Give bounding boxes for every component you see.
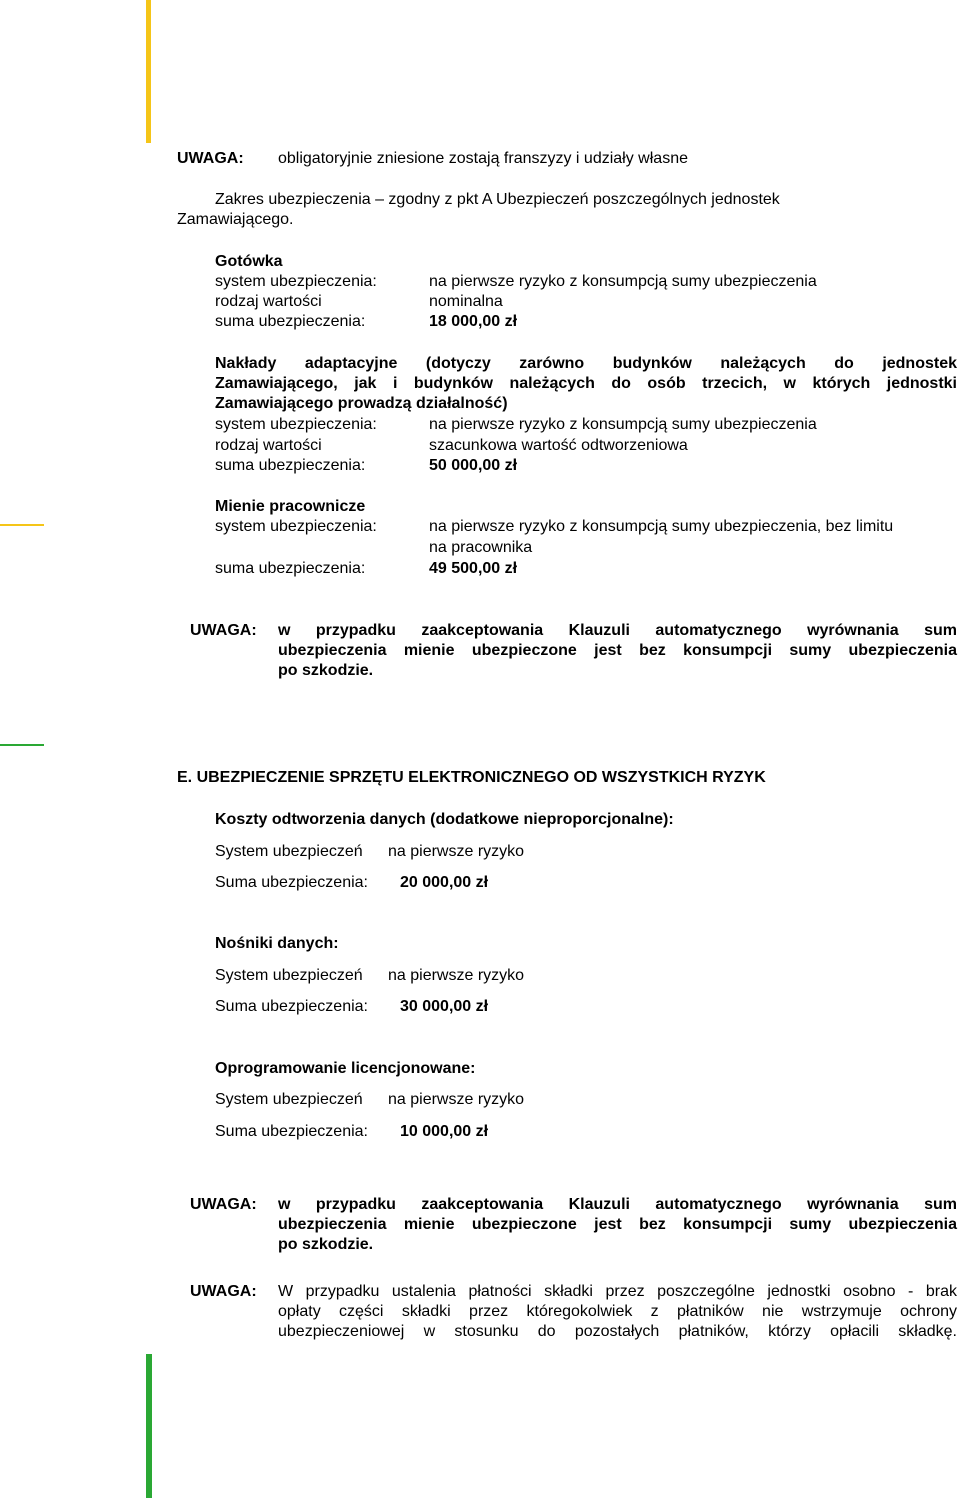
cash-sum-label: suma ubezpieczenia: <box>215 313 366 330</box>
employee-system-label: system ubezpieczenia: <box>215 518 377 535</box>
e-item1-title: Koszty odtworzenia danych (dodatkowe nieproporcjonalne): <box>215 811 674 828</box>
employee-system-value-line2: na pracownika <box>429 539 533 556</box>
e-item2-system-value: na pierwsze ryzyko <box>388 967 525 984</box>
e-item3-system-value: na pierwsze ryzyko <box>388 1091 525 1108</box>
cash-system-label: system ubezpieczenia: <box>215 273 377 290</box>
note3-line3: po szkodzie. <box>278 1236 374 1253</box>
e-item2-sum-label: Suma ubezpieczenia: <box>215 998 368 1015</box>
note2-label: UWAGA: <box>190 622 257 639</box>
cash-title: Gotówka <box>215 253 283 270</box>
adapt-value-type-value: szacunkowa wartość odtworzeniowa <box>429 437 688 454</box>
employee-sum-label: suma ubezpieczenia: <box>215 560 366 577</box>
adapt-sum-label: suma ubezpieczenia: <box>215 457 366 474</box>
note4-line1: W przypadku ustalenia płatności składki przez poszczególne jednostki osobno - brak <box>278 1283 957 1300</box>
scope-line2: Zamawiającego. <box>177 211 294 228</box>
e-item2-system-label: System ubezpieczeń <box>215 967 363 984</box>
e-item3-sum-label: Suma ubezpieczenia: <box>215 1123 368 1140</box>
e-item2-title: Nośniki danych: <box>215 935 339 952</box>
section-e-heading: E. UBEZPIECZENIE SPRZĘTU ELEKTRONICZNEGO OD WSZYSTKICH RYZYK <box>177 769 766 786</box>
note4-line3: ubezpieczeniowej w stosunku do pozostałych płatników, którzy opłacili składkę. <box>278 1323 957 1340</box>
note4-label: UWAGA: <box>190 1283 257 1300</box>
adapt-sum-value: 50 000,00 zł <box>429 457 518 474</box>
note4-line2: opłaty części składki przez któregokolwiek z płatników nie wstrzymuje ochrony <box>278 1303 957 1320</box>
e-item1-system-value: na pierwsze ryzyko <box>388 843 525 860</box>
e-item1-system-label: System ubezpieczeń <box>215 843 363 860</box>
employee-title: Mienie pracownicze <box>215 498 366 515</box>
cash-value-type-value: nominalna <box>429 293 503 310</box>
e-item1-sum-label: Suma ubezpieczenia: <box>215 874 368 891</box>
green-margin-bar <box>146 1354 152 1498</box>
yellow-margin-bar <box>146 0 151 143</box>
note3-line1: w przypadku zaakceptowania Klauzuli automatycznego wyrównania sum <box>278 1196 957 1213</box>
e-item2-sum-value: 30 000,00 zł <box>400 998 489 1015</box>
cash-sum-value: 18 000,00 zł <box>429 313 518 330</box>
employee-system-value-line1: na pierwsze ryzyko z konsumpcją sumy ubezpieczenia, bez limitu <box>429 518 894 535</box>
note1-text: obligatoryjnie zniesione zostają franszyzy i udziały własne <box>278 150 688 167</box>
yellow-margin-tick <box>0 524 44 526</box>
note1-label: UWAGA: <box>177 150 244 167</box>
adapt-system-value: na pierwsze ryzyko z konsumpcją sumy ubezpieczenia <box>429 416 817 433</box>
adapt-system-label: system ubezpieczenia: <box>215 416 377 433</box>
e-item3-system-label: System ubezpieczeń <box>215 1091 363 1108</box>
employee-sum-value: 49 500,00 zł <box>429 560 518 577</box>
adapt-title-line2: Zamawiającego, jak i budynków należących do osób trzecich, w których jednostki <box>215 375 957 392</box>
note3-line2: ubezpieczenia mienie ubezpieczone jest bez konsumpcji sumy ubezpieczenia <box>278 1216 957 1233</box>
note2-line2: ubezpieczenia mienie ubezpieczone jest bez konsumpcji sumy ubezpieczenia <box>278 642 957 659</box>
green-margin-tick <box>0 744 44 746</box>
note2-line1: w przypadku zaakceptowania Klauzuli automatycznego wyrównania sum <box>278 622 957 639</box>
cash-system-value: na pierwsze ryzyko z konsumpcją sumy ubezpieczenia <box>429 273 817 290</box>
cash-value-type-label: rodzaj wartości <box>215 293 322 310</box>
e-item1-sum-value: 20 000,00 zł <box>400 874 489 891</box>
scope-line1: Zakres ubezpieczenia – zgodny z pkt A Ubezpieczeń poszczególnych jednostek <box>215 191 780 208</box>
note3-label: UWAGA: <box>190 1196 257 1213</box>
adapt-title-line3: Zamawiającego prowadzą działalność) <box>215 395 508 412</box>
e-item3-sum-value: 10 000,00 zł <box>400 1123 489 1140</box>
adapt-title-line1: Nakłady adaptacyjne (dotyczy zarówno budynków należących do jednostek <box>215 355 957 372</box>
e-item3-title: Oprogramowanie licencjonowane: <box>215 1060 476 1077</box>
adapt-value-type-label: rodzaj wartości <box>215 437 322 454</box>
note2-line3: po szkodzie. <box>278 662 374 679</box>
